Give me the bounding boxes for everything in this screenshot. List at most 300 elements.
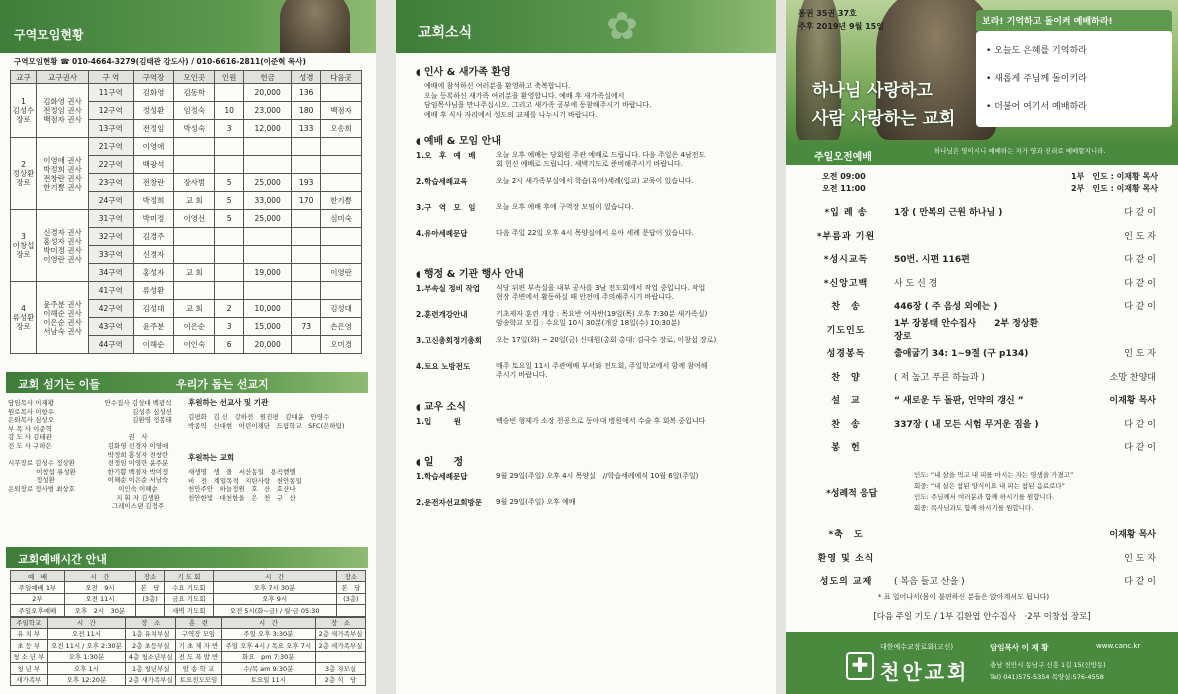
website: www.canc.kr bbox=[1096, 642, 1141, 650]
servant-line: 이해순 이은순 서남숙 bbox=[107, 476, 169, 485]
order-person: 다 같 이 bbox=[1124, 255, 1156, 266]
worship-cell: 초 등 부 bbox=[11, 640, 48, 652]
news-item-label: 4.유아세례문답 bbox=[416, 229, 468, 238]
worship-cell: 암 송 학 교 bbox=[176, 663, 221, 675]
worship-meeting-title: ◖ 예배 & 모임 안내 bbox=[416, 132, 776, 147]
worship-cell: 토요전도모임 bbox=[176, 674, 221, 686]
worship-cell: 본 당 bbox=[135, 582, 164, 594]
service-title: 주일오전예배 bbox=[814, 152, 872, 163]
table-cell: 교 회 bbox=[174, 300, 215, 318]
table-cell bbox=[174, 138, 215, 156]
news-title: 교회소식 bbox=[418, 25, 473, 41]
table-row bbox=[11, 138, 362, 156]
header-cell: 구역장 bbox=[133, 71, 174, 84]
table-cell: 류성환 bbox=[133, 282, 174, 300]
order-content: ( 복음 들고 산을 ) bbox=[894, 577, 965, 588]
church-name: 천안교회 bbox=[880, 660, 970, 684]
order-item: 기도인도 bbox=[826, 325, 866, 336]
table-cell: 윤주분 bbox=[133, 318, 174, 336]
table-cell: 김성대 bbox=[321, 300, 362, 318]
worship-cell: 주일예배 1부 bbox=[11, 582, 65, 594]
address: 충남 천안시 동남구 신흥 1길 15(신방동) bbox=[990, 661, 1106, 669]
worship-cell: 2층 식 당 bbox=[316, 674, 366, 686]
table-cell: 손은영 bbox=[321, 318, 362, 336]
table-cell bbox=[292, 210, 321, 228]
order-row bbox=[786, 318, 1178, 342]
news-item-label: 2.훈련개강안내 bbox=[416, 310, 468, 319]
table-cell: 박성숙 bbox=[174, 120, 215, 138]
worship-head-cell: 기 도 회 bbox=[165, 571, 213, 582]
news-item bbox=[416, 177, 776, 203]
servant-line: 이인숙 이해순 bbox=[118, 484, 158, 493]
worship-cell: 오후 1:30분 bbox=[47, 651, 126, 663]
table-cell: 25,000 bbox=[244, 210, 292, 228]
table-cell: 19,000 bbox=[244, 264, 292, 282]
table-cell bbox=[174, 156, 215, 174]
table-cell bbox=[215, 264, 244, 282]
table-cell bbox=[321, 156, 362, 174]
worship-head-cell: 장소 bbox=[135, 571, 164, 582]
table-cell: 32구역 bbox=[89, 228, 134, 246]
worship-cell: 토요일 11시 bbox=[221, 674, 315, 686]
news-item bbox=[416, 229, 776, 255]
table-cell bbox=[321, 282, 362, 300]
issue-date: 주후 2019년 9월 15일 bbox=[798, 22, 884, 31]
servant-line: 박정희 홍성자 전창란 bbox=[107, 450, 169, 459]
worship-head-row bbox=[11, 617, 366, 628]
servant-line: 시무장로 김성수 정상환 bbox=[8, 459, 75, 468]
order-content: “ 새로운 두 돌판, 언약의 갱신 ” bbox=[894, 396, 1024, 407]
slogan-box bbox=[976, 10, 1172, 130]
kwonsa-cell: 신경자 권사 홍성자 권사 박미정 권사 이영란 권사 bbox=[37, 210, 89, 282]
worship-cell: 오후 7시 30분 bbox=[213, 582, 336, 594]
worship-row bbox=[11, 640, 366, 652]
table-cell bbox=[292, 300, 321, 318]
table-cell bbox=[215, 282, 244, 300]
district-contact: 구역모임현황 ☎ 010-4664-3279(김태관 강도사) / 010-6616-2811(이준혁 목사) bbox=[14, 57, 306, 66]
order-content: ( 저 높고 푸른 하늘과 ) bbox=[894, 372, 985, 383]
table-cell: 장사범 bbox=[174, 174, 215, 192]
table-cell: 34구역 bbox=[89, 264, 134, 282]
support-church-list: 새생명 생 몰 서산동일 용곡벧엘 비 전 계일목적 지탄사랑 천안동일 천안주안 하늘정원 호 산 호산나 천안한빛 대천한울 은 천 구 산 bbox=[188, 468, 302, 502]
worship-cell: 오전 5시(화~금) / 월·금 05:30 bbox=[213, 605, 336, 617]
table-cell: 5 bbox=[215, 192, 244, 210]
worship-cell bbox=[336, 605, 365, 617]
table-cell: 6 bbox=[215, 336, 244, 354]
worship-cell: 기 초 제 자 반 bbox=[176, 640, 221, 652]
servant-line: 전 도 사 구하은 bbox=[8, 441, 52, 450]
news-item-text: 오는 17일(화) ~ 20일(금) 신대원(총회 총대: 김극수 장로, 이창섭 장로) bbox=[496, 336, 717, 344]
order-person: 다 같 이 bbox=[1124, 443, 1156, 454]
table-cell bbox=[321, 174, 362, 192]
support-mission-title: 후원하는 선교사 및 기관 bbox=[188, 398, 269, 407]
table-cell bbox=[174, 228, 215, 246]
table-cell bbox=[292, 156, 321, 174]
order-row bbox=[786, 271, 1178, 295]
slogan: 보라! 기억하고 돌이켜 예배하라! bbox=[976, 10, 1172, 31]
time-1: 오전 09:00 bbox=[822, 172, 866, 181]
worship-cell bbox=[316, 651, 366, 663]
servant-line: 한기쁨 백점자 박미정 bbox=[107, 467, 169, 476]
table-cell: 3 bbox=[215, 120, 244, 138]
table-cell: 73 bbox=[292, 318, 321, 336]
table-cell: 31구역 bbox=[89, 210, 134, 228]
service-bar bbox=[786, 143, 1178, 165]
table-cell: 신경자 bbox=[133, 246, 174, 264]
news-item-text: 9월 29일(주일) 오후 예배 bbox=[496, 498, 576, 506]
order-row bbox=[786, 435, 1178, 459]
worship-cell: 오전 11시 bbox=[64, 593, 135, 605]
table-cell: 21구역 bbox=[89, 138, 134, 156]
member-news-list bbox=[396, 417, 776, 443]
table-cell bbox=[174, 282, 215, 300]
worship-cell: 오전 9시 bbox=[64, 582, 135, 594]
worship-cell: 수요 기도회 bbox=[165, 582, 213, 594]
servant-line: 그레이스댄 김정주 bbox=[111, 502, 165, 511]
table-cell: 42구역 bbox=[89, 300, 134, 318]
worship-cell: 수/목 am 9:30분 bbox=[221, 663, 315, 675]
motto-1: 하나님 사랑하고 bbox=[812, 81, 933, 101]
worship-head-cell: 주일학교 bbox=[11, 617, 48, 628]
servant-line: 김환영 정봉태 bbox=[104, 416, 172, 425]
table-cell: 임정숙 bbox=[174, 102, 215, 120]
table-cell: 5 bbox=[215, 210, 244, 228]
worship-table-2 bbox=[10, 617, 366, 687]
servants-title: 교회 섬기는 이들 bbox=[18, 378, 101, 391]
servant-line: 강 도 사 김태관 bbox=[8, 433, 52, 442]
header-cell: 인원 bbox=[215, 71, 244, 84]
worship-row bbox=[11, 582, 366, 594]
worship-cell: 화요 pm 7:30분 bbox=[221, 651, 315, 663]
order-item: *신앙고백 bbox=[823, 278, 869, 289]
parish-cell: 1 김성수 장로 bbox=[11, 84, 37, 138]
news-item-label: 4.토요 노방전도 bbox=[416, 362, 471, 371]
support-mission-list: 김평화 김 신 강하전 원진평 김대윤 안영수 박종익 신대현 어린이재단 드림학교 SFC(은하팀) bbox=[188, 413, 345, 430]
worship-order bbox=[786, 200, 1178, 459]
order-content: 1장 ( 만복의 근원 하나님 ) bbox=[894, 208, 1003, 219]
servant-line: 김성주 심성선 bbox=[104, 407, 172, 416]
worship-row bbox=[11, 593, 366, 605]
order-person: 다 같 이 bbox=[1124, 577, 1156, 588]
table-cell bbox=[215, 138, 244, 156]
leader-2: 2부 인도 : 이재황 목사 bbox=[1071, 184, 1158, 193]
district-title: 구역모임현황 bbox=[14, 28, 84, 42]
order-person: 이재황 목사 bbox=[1109, 530, 1156, 541]
news-item-label: 1.입 원 bbox=[416, 417, 462, 426]
news-item bbox=[416, 203, 776, 229]
worship-cell: 본 당 bbox=[336, 582, 365, 594]
worship-cell: 3층 자모실 bbox=[316, 663, 366, 675]
table-cell: 박정희 bbox=[133, 192, 174, 210]
table-cell: 22구역 bbox=[89, 156, 134, 174]
table-cell bbox=[321, 84, 362, 102]
worship-head-row bbox=[11, 571, 366, 582]
servant-line: 담임목사 이재황 bbox=[8, 399, 55, 407]
order-item: 설 교 bbox=[831, 396, 861, 407]
table-cell: 김화영 bbox=[133, 84, 174, 102]
table-cell: 33구역 bbox=[89, 246, 134, 264]
order-content: 출애굽기 34: 1~9절 (구 p134) bbox=[894, 349, 1029, 360]
worship-head-cell: 장 소 bbox=[316, 617, 366, 628]
worship-cell: (3층) bbox=[336, 593, 365, 605]
news-item-label: 3.고신총회정기총회 bbox=[416, 336, 483, 345]
order-row bbox=[786, 224, 1178, 248]
worship-cell: 2층 초등부실 bbox=[126, 640, 176, 652]
servants-header bbox=[6, 372, 368, 393]
table-cell: 김경주 bbox=[133, 228, 174, 246]
worship-row bbox=[11, 651, 366, 663]
kwonsa-cell: 이영애 권사 박정희 권사 전창란 권사 한기쁨 권사 bbox=[37, 138, 89, 210]
order-row bbox=[786, 388, 1178, 412]
slogan-bullet: • 오늘도 은혜를 기억하라 bbox=[986, 46, 1087, 56]
order-row bbox=[786, 412, 1178, 436]
order-person: 인 도 자 bbox=[1124, 231, 1156, 242]
header-cell: 구 역 bbox=[89, 71, 134, 84]
news-item bbox=[416, 151, 776, 177]
order-person: 다 같 이 bbox=[1124, 419, 1156, 430]
worship-head-cell: 시 간 bbox=[47, 617, 126, 628]
worship-cell: 오전 11시 bbox=[47, 628, 126, 640]
order-content: 1부 장봉태 안수집사 2부 정상환 장로 bbox=[894, 319, 1039, 343]
servant-line: 정성환 bbox=[8, 476, 55, 485]
table-cell: 170 bbox=[292, 192, 321, 210]
servant-line: 은퇴목사 심상오 bbox=[8, 416, 55, 425]
table-cell bbox=[244, 282, 292, 300]
order-row bbox=[786, 200, 1178, 224]
table-cell: 13구역 bbox=[89, 120, 134, 138]
table-cell: 정성환 bbox=[133, 102, 174, 120]
servants-left-list bbox=[8, 399, 98, 494]
table-cell: 12구역 bbox=[89, 102, 134, 120]
servant-line: 이창섭 류성환 bbox=[8, 467, 76, 476]
order-content: 337장 ( 내 모든 시험 무거운 짐을 ) bbox=[894, 419, 1039, 430]
table-cell: 33,000 bbox=[244, 192, 292, 210]
worship-cell: 2층 새가족부실 bbox=[126, 674, 176, 686]
order-row bbox=[786, 247, 1178, 271]
order-item: 찬 송 bbox=[831, 302, 861, 313]
table-cell: 전정임 bbox=[133, 120, 174, 138]
worship-row bbox=[11, 605, 366, 617]
table-cell bbox=[321, 138, 362, 156]
worship-cell: 2부 bbox=[11, 593, 65, 605]
schedule-list bbox=[396, 472, 776, 524]
kwonsa-cell: 윤주분 권사 이해순 권사 이은순 권사 서남숙 권사 bbox=[37, 282, 89, 354]
table-cell: 백점자 bbox=[321, 102, 362, 120]
table-cell: 이인숙 bbox=[174, 336, 215, 354]
worship-head-cell: 시 간 bbox=[221, 617, 315, 628]
servant-line: 권 사 bbox=[128, 433, 148, 442]
table-cell: 오송희 bbox=[321, 120, 362, 138]
leader-1: 1부 인도 : 이재황 목사 bbox=[1071, 172, 1158, 181]
table-cell: 박미정 bbox=[133, 210, 174, 228]
response-text: 인도: “내 살을 먹고 내 피를 마시는 자는 영생을 가졌고” 회중: “내 살은 참된 양식이요 내 피는 참된 음료로다” 인도: 주님께서 여러분과 함께 하시기를 원합니다. 회중: 목사님과도 함께 하시기를 원합니다. bbox=[914, 471, 1074, 512]
order-content: 사 도 신 경 bbox=[894, 278, 938, 289]
news-item bbox=[416, 472, 776, 498]
worship-row bbox=[11, 674, 366, 686]
parish-cell: 3 이창섭 장로 bbox=[11, 210, 37, 282]
news-item-text: 다음 주일 22일 오후 4시 목양실에서 유아 세례 문답이 있습니다. bbox=[496, 229, 694, 237]
closing-order bbox=[786, 522, 1178, 593]
cross-logo-icon: ✚ bbox=[846, 652, 874, 680]
news-item bbox=[416, 362, 776, 388]
table-cell bbox=[292, 282, 321, 300]
order-row bbox=[786, 365, 1178, 389]
worship-head-cell: 시 간 bbox=[64, 571, 135, 582]
order-row bbox=[786, 569, 1178, 593]
kwonsa-cell: 김화영 권사 전정임 권사 백점자 권사 bbox=[37, 84, 89, 138]
servant-line: 부 목 사 이준혁 bbox=[8, 424, 52, 433]
news-item-text: 식당 뒤편 부속실을 내부 공사를 3남 전도회에서 작업 중입니다. 작업 현장 주변에서 활동하실 때 안전에 주의해주시기 바랍니다. bbox=[496, 284, 706, 301]
district-table bbox=[10, 70, 362, 354]
worship-cell: 오후 2시 30분 bbox=[64, 605, 135, 617]
table-cell: 20,000 bbox=[244, 336, 292, 354]
worship-cell: 오후 12:20분 bbox=[47, 674, 126, 686]
table-cell: 백광석 bbox=[133, 156, 174, 174]
table-cell bbox=[292, 228, 321, 246]
table-row bbox=[11, 282, 362, 300]
missionary-title: 우리가 돕는 선교지 bbox=[176, 378, 269, 391]
worship-cell: 구역장 모임 bbox=[176, 628, 221, 640]
news-item-label: 3.구 역 모 임 bbox=[416, 203, 476, 212]
news-item-label: 2.운전자선교회방문 bbox=[416, 498, 483, 507]
header-cell: 교구 bbox=[11, 71, 37, 84]
table-cell bbox=[244, 156, 292, 174]
servant-line: 원로목사 이항우 bbox=[8, 407, 55, 416]
table-cell: 133 bbox=[292, 120, 321, 138]
order-content: 446장 ( 주 음성 외에는 ) bbox=[894, 302, 998, 313]
order-person: 다 같 이 bbox=[1124, 278, 1156, 289]
order-row bbox=[786, 294, 1178, 318]
time-2: 오전 11:00 bbox=[822, 184, 866, 193]
news-item bbox=[416, 417, 776, 443]
response-row bbox=[786, 468, 1178, 520]
order-person: 인 도 자 bbox=[1124, 349, 1156, 360]
worship-cell: 4층 청소년부실 bbox=[126, 651, 176, 663]
table-cell bbox=[292, 246, 321, 264]
table-cell: 이영란 bbox=[321, 264, 362, 282]
table-cell: 11구역 bbox=[89, 84, 134, 102]
news-panel bbox=[396, 0, 776, 694]
table-cell: 44구역 bbox=[89, 336, 134, 354]
worship-cell: 주일 오후 4시 / 목요 오후 7시 bbox=[221, 640, 315, 652]
servant-line: 은퇴장로 정사범 최상호 bbox=[8, 484, 75, 493]
worship-row bbox=[11, 628, 366, 640]
footer bbox=[786, 632, 1178, 694]
support-church-title: 후원하는 교회 bbox=[188, 453, 235, 462]
table-cell bbox=[215, 84, 244, 102]
order-item: 성경봉독 bbox=[826, 349, 866, 360]
table-cell: 이영애 bbox=[133, 138, 174, 156]
slogan-bullet: • 더불어 여기서 예배하라 bbox=[986, 102, 1087, 112]
table-cell: 심미숙 bbox=[321, 210, 362, 228]
verse: 하나님은 영이시니 예배하는 자가 영과 진리로 예배할지니라. bbox=[934, 147, 1106, 155]
pastor-name: 담임목사 이 재 황 bbox=[990, 643, 1049, 652]
table-cell: 전창란 bbox=[133, 174, 174, 192]
order-item: *부름과 기원 bbox=[816, 231, 876, 242]
table-cell bbox=[244, 138, 292, 156]
order-item: 성도의 교제 bbox=[819, 577, 873, 588]
worship-cell: 2층 새가족부실 bbox=[316, 628, 366, 640]
news-item bbox=[416, 284, 776, 310]
order-item: *성시교독 bbox=[823, 255, 869, 266]
worship-cell: 오후 1시 bbox=[47, 663, 126, 675]
order-row bbox=[786, 546, 1178, 570]
admin-title: ◖ 행정 & 기관 행사 안내 bbox=[416, 265, 776, 280]
servants-mid-list bbox=[98, 399, 178, 511]
table-cell: 10 bbox=[215, 102, 244, 120]
motto-2: 사람 사랑하는 교회 bbox=[812, 109, 956, 129]
worship-cell: 주일오후예배 bbox=[11, 605, 65, 617]
worship-cell: 1층 청년부실 bbox=[126, 663, 176, 675]
table-cell bbox=[321, 228, 362, 246]
table-cell bbox=[292, 138, 321, 156]
member-news-title: ◖ 교우 소식 bbox=[416, 398, 776, 413]
table-cell: 23,000 bbox=[244, 102, 292, 120]
order-item: 환영 및 소식 bbox=[817, 553, 875, 564]
table-cell bbox=[321, 246, 362, 264]
table-cell bbox=[244, 246, 292, 264]
news-item-text: 기초제자 훈련 개강 : 목요반 여자반(19일(목) 오후 7:30분 새가족실) 암송학교 모집 : 수요일 10시 30분(개강 18일(수) 10:30분) bbox=[496, 310, 708, 327]
worship-table-1 bbox=[10, 570, 366, 617]
worship-title: 교회예배시간 안내 bbox=[18, 553, 107, 566]
news-item-text: 오늘 2시 새가족부실에서 학습(유아)세례(입교) 교육이 있습니다. bbox=[496, 177, 694, 185]
table-cell: 193 bbox=[292, 174, 321, 192]
servants-body bbox=[6, 393, 376, 533]
servant-line: 지 휘 자 김생환 bbox=[116, 493, 160, 502]
district-panel bbox=[0, 0, 376, 694]
servant-line: 김화영 신경자 이영애 bbox=[107, 441, 169, 450]
table-cell bbox=[215, 228, 244, 246]
order-person: 다 같 이 bbox=[1124, 208, 1156, 219]
order-item: *축 도 bbox=[828, 530, 864, 541]
table-cell: 3 bbox=[215, 318, 244, 336]
denomination: 대한예수교장로회(고신) bbox=[880, 643, 954, 651]
order-item: 찬 양 bbox=[831, 372, 861, 383]
district-header bbox=[0, 0, 376, 53]
table-cell: 20,000 bbox=[244, 84, 292, 102]
order-person: 이재황 목사 bbox=[1109, 396, 1156, 407]
greeting-text: 예배에 참석하신 여러분을 환영하고 축복합니다. 오늘 등록하신 새가족 여러분을 환영합니다. 예배 후 새가족실에서 담임목사님을 만나주십시오. 그리고 새가족 공부에 동참해주시기 바랍니다. 예배 후 식사 자리에서 성도의 교제를 나누시기 바랍니다. bbox=[424, 82, 652, 119]
news-item-text: 백승빈 형제가 소장 천공으로 동아대 병원에서 수술 후 회복 중입니다 bbox=[496, 417, 706, 425]
stand-note: * 표 일어나서(몸이 불편하신 분들은 앉아계셔도 됩니다) bbox=[878, 593, 1050, 601]
table-cell: 이은순 bbox=[174, 318, 215, 336]
order-person: 소망 찬양대 bbox=[1109, 372, 1156, 383]
worship-cell: 새가족부 bbox=[11, 674, 48, 686]
table-cell bbox=[174, 246, 215, 264]
slogan-bullets bbox=[976, 31, 1172, 127]
news-item-label: 1.오 후 예 배 bbox=[416, 151, 476, 160]
order-item: 찬 송 bbox=[831, 419, 861, 430]
news-item-text: 오늘 오후 예배는 당회원 주관 예배로 드립니다. 다음 주일은 4남전도 회 헌신 예배로 드립니다. 새벽기도로 준비해주시기 바랍니다. bbox=[496, 151, 706, 168]
table-cell: 41구역 bbox=[89, 282, 134, 300]
table-cell bbox=[292, 336, 321, 354]
tree-image bbox=[280, 0, 350, 53]
worship-head-cell: 예 배 bbox=[11, 571, 65, 582]
table-cell: 5 bbox=[215, 174, 244, 192]
order-person: 다 같 이 bbox=[1124, 302, 1156, 313]
table-cell: 김성대 bbox=[133, 300, 174, 318]
parish-cell: 2 정상환 장로 bbox=[11, 138, 37, 210]
admin-list bbox=[396, 284, 776, 388]
news-item bbox=[416, 310, 776, 336]
servant-line: 안수집사 김성대 백광석 bbox=[104, 399, 172, 407]
news-item-label: 1.부속실 정비 작업 bbox=[416, 284, 481, 293]
volume: 통권 35권 37호 bbox=[798, 9, 857, 18]
response-label: *성례적 응답 bbox=[826, 489, 878, 499]
worship-cell: 금요 기도회 bbox=[165, 593, 213, 605]
servant-line: 전정임 이영란 윤주분 bbox=[107, 459, 169, 468]
header-cell: 교구권사 bbox=[37, 71, 89, 84]
